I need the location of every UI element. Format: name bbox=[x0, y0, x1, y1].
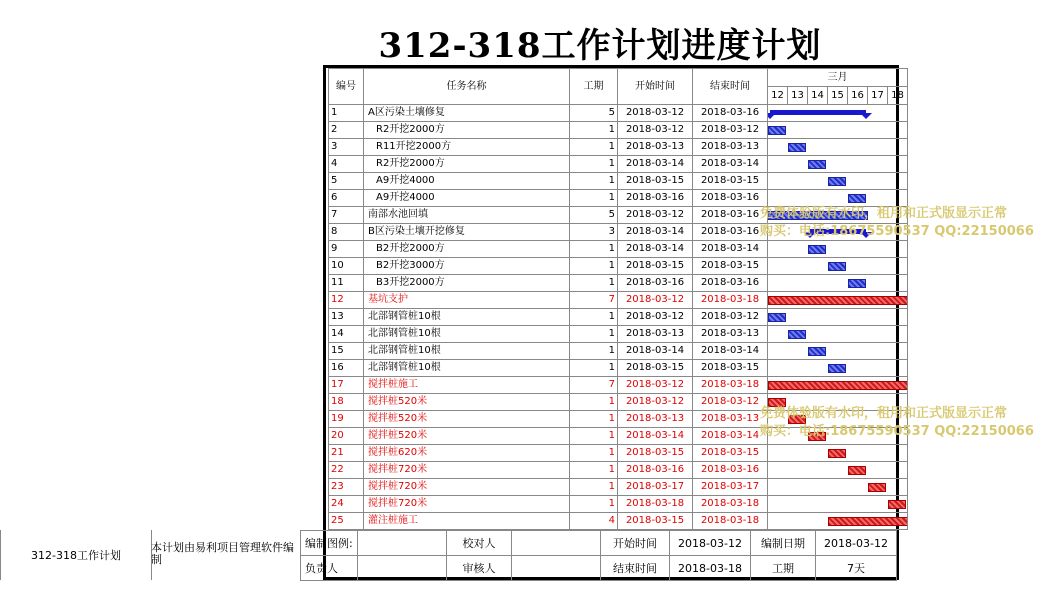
task-end: 2018-03-13 bbox=[693, 326, 768, 343]
task-bar-critical bbox=[768, 296, 908, 305]
task-number: 11 bbox=[329, 275, 364, 292]
task-duration: 1 bbox=[570, 462, 618, 479]
task-number: 19 bbox=[329, 411, 364, 428]
task-bar bbox=[788, 143, 806, 152]
task-number: 13 bbox=[329, 309, 364, 326]
gantt-cell bbox=[768, 343, 908, 360]
task-duration: 4 bbox=[570, 513, 618, 530]
gantt-cell bbox=[768, 139, 908, 156]
task-bar bbox=[828, 262, 846, 271]
gantt-cell bbox=[768, 326, 908, 343]
task-duration: 1 bbox=[570, 394, 618, 411]
table-row bbox=[329, 105, 908, 122]
reviewer-value bbox=[512, 556, 601, 581]
task-name: 搅拌桩720米 bbox=[364, 496, 570, 513]
watermark-line2: 购买：电话:18675590537 QQ:22150066 bbox=[760, 224, 1034, 239]
task-bar bbox=[768, 313, 786, 322]
task-name: 搅拌桩720米 bbox=[364, 479, 570, 496]
task-duration: 7 bbox=[570, 377, 618, 394]
task-number: 8 bbox=[329, 224, 364, 241]
header-row bbox=[329, 69, 908, 105]
table-row bbox=[329, 156, 908, 173]
task-end: 2018-03-16 bbox=[693, 224, 768, 241]
date-value: 2018-03-12 bbox=[816, 531, 897, 556]
task-number: 1 bbox=[329, 105, 364, 122]
task-bar-critical bbox=[848, 466, 866, 475]
task-number: 5 bbox=[329, 173, 364, 190]
task-duration: 1 bbox=[570, 275, 618, 292]
task-start: 2018-03-14 bbox=[618, 343, 693, 360]
task-number: 12 bbox=[329, 292, 364, 309]
legend-label: 编制图例: bbox=[301, 531, 358, 556]
task-end: 2018-03-13 bbox=[693, 411, 768, 428]
table-row bbox=[329, 496, 908, 513]
task-name: 搅拌桩720米 bbox=[364, 462, 570, 479]
task-end: 2018-03-18 bbox=[693, 377, 768, 394]
table-row bbox=[329, 258, 908, 275]
task-duration: 5 bbox=[570, 207, 618, 224]
watermark-line2-b: 购买：电话:18675590537 QQ:22150066 bbox=[760, 424, 1034, 439]
task-start: 2018-03-14 bbox=[618, 241, 693, 258]
task-end: 2018-03-14 bbox=[693, 241, 768, 258]
task-bar bbox=[808, 245, 826, 254]
checker-label: 校对人 bbox=[447, 531, 512, 556]
month-label: 三月 bbox=[768, 69, 907, 87]
task-name: 北部钢管桩10根 bbox=[364, 326, 570, 343]
task-duration: 1 bbox=[570, 122, 618, 139]
gantt-cell bbox=[768, 462, 908, 479]
task-end: 2018-03-12 bbox=[693, 309, 768, 326]
table-row bbox=[329, 462, 908, 479]
task-number: 7 bbox=[329, 207, 364, 224]
day-header-17: 17 bbox=[868, 87, 888, 104]
gantt-cell bbox=[768, 292, 908, 309]
task-duration: 1 bbox=[570, 411, 618, 428]
task-end: 2018-03-16 bbox=[693, 105, 768, 122]
task-end: 2018-03-16 bbox=[693, 275, 768, 292]
task-number: 20 bbox=[329, 428, 364, 445]
task-name: B2开挖2000方 bbox=[364, 241, 570, 258]
task-start: 2018-03-13 bbox=[618, 139, 693, 156]
task-name: 搅拌桩520米 bbox=[364, 428, 570, 445]
day-header-12: 12 bbox=[768, 87, 788, 104]
task-name: 南部水池回填 bbox=[364, 207, 570, 224]
task-number: 6 bbox=[329, 190, 364, 207]
watermark-line1: 免费体验版有水印，租用和正式版显示正常 bbox=[760, 206, 1008, 221]
gantt-cell bbox=[768, 377, 908, 394]
day-header-13: 13 bbox=[788, 87, 808, 104]
task-start: 2018-03-12 bbox=[618, 394, 693, 411]
task-bar-critical bbox=[768, 381, 908, 390]
task-start: 2018-03-12 bbox=[618, 105, 693, 122]
project-name: 312-318工作计划 bbox=[0, 530, 152, 580]
task-start: 2018-03-14 bbox=[618, 156, 693, 173]
task-start: 2018-03-17 bbox=[618, 479, 693, 496]
task-start: 2018-03-15 bbox=[618, 258, 693, 275]
task-duration: 1 bbox=[570, 139, 618, 156]
task-end: 2018-03-14 bbox=[693, 156, 768, 173]
task-name: 搅拌桩520米 bbox=[364, 411, 570, 428]
task-name: B2开挖3000方 bbox=[364, 258, 570, 275]
task-name: R2开挖2000方 bbox=[364, 156, 570, 173]
task-start: 2018-03-16 bbox=[618, 190, 693, 207]
task-bar bbox=[828, 364, 846, 373]
task-duration: 1 bbox=[570, 343, 618, 360]
gantt-cell bbox=[768, 513, 908, 530]
task-number: 15 bbox=[329, 343, 364, 360]
gantt-cell bbox=[768, 258, 908, 275]
table-row bbox=[329, 139, 908, 156]
checker-value bbox=[512, 531, 601, 556]
task-end: 2018-03-13 bbox=[693, 139, 768, 156]
duration-value: 7天 bbox=[816, 556, 897, 581]
software-note: 本计划由易利项目管理软件编制 bbox=[151, 541, 294, 566]
task-end: 2018-03-18 bbox=[693, 496, 768, 513]
task-bar bbox=[808, 347, 826, 356]
table-row bbox=[329, 326, 908, 343]
gantt-cell bbox=[768, 156, 908, 173]
task-name: B区污染土壤开挖修复 bbox=[364, 224, 570, 241]
task-end: 2018-03-15 bbox=[693, 173, 768, 190]
table-row bbox=[329, 241, 908, 258]
table-row bbox=[329, 173, 908, 190]
task-end: 2018-03-16 bbox=[693, 190, 768, 207]
task-name: A9开挖4000 bbox=[364, 173, 570, 190]
task-number: 18 bbox=[329, 394, 364, 411]
task-start: 2018-03-14 bbox=[618, 224, 693, 241]
task-start: 2018-03-13 bbox=[618, 326, 693, 343]
task-start: 2018-03-12 bbox=[618, 292, 693, 309]
task-duration: 1 bbox=[570, 445, 618, 462]
task-name: 搅拌桩620米 bbox=[364, 445, 570, 462]
task-duration: 1 bbox=[570, 428, 618, 445]
task-end: 2018-03-18 bbox=[693, 513, 768, 530]
header-num: 编号 bbox=[329, 69, 364, 105]
footer-left bbox=[0, 530, 300, 580]
task-start: 2018-03-15 bbox=[618, 360, 693, 377]
task-start: 2018-03-12 bbox=[618, 309, 693, 326]
task-start: 2018-03-15 bbox=[618, 513, 693, 530]
task-number: 22 bbox=[329, 462, 364, 479]
page-title: 312-318工作计划进度计划 bbox=[378, 26, 822, 66]
table-row bbox=[329, 377, 908, 394]
task-end: 2018-03-16 bbox=[693, 207, 768, 224]
task-duration: 1 bbox=[570, 496, 618, 513]
task-number: 3 bbox=[329, 139, 364, 156]
task-start: 2018-03-12 bbox=[618, 207, 693, 224]
legend-cell bbox=[358, 531, 447, 556]
task-duration: 5 bbox=[570, 105, 618, 122]
task-number: 16 bbox=[329, 360, 364, 377]
day-header-15: 15 bbox=[828, 87, 848, 104]
end-value: 2018-03-18 bbox=[670, 556, 751, 581]
task-number: 21 bbox=[329, 445, 364, 462]
header-end: 结束时间 bbox=[693, 69, 768, 105]
task-end: 2018-03-14 bbox=[693, 428, 768, 445]
task-duration: 1 bbox=[570, 156, 618, 173]
task-duration: 7 bbox=[570, 292, 618, 309]
gantt-cell bbox=[768, 173, 908, 190]
task-start: 2018-03-15 bbox=[618, 173, 693, 190]
task-end: 2018-03-16 bbox=[693, 462, 768, 479]
task-end: 2018-03-12 bbox=[693, 394, 768, 411]
table-row bbox=[329, 445, 908, 462]
task-start: 2018-03-16 bbox=[618, 275, 693, 292]
task-end: 2018-03-12 bbox=[693, 122, 768, 139]
table-row bbox=[329, 343, 908, 360]
table-row bbox=[329, 479, 908, 496]
gantt-cell bbox=[768, 275, 908, 292]
task-bar-critical bbox=[868, 483, 886, 492]
start-label: 开始时间 bbox=[601, 531, 670, 556]
task-duration: 1 bbox=[570, 258, 618, 275]
task-end: 2018-03-17 bbox=[693, 479, 768, 496]
day-header-18: 18 bbox=[888, 87, 908, 104]
task-duration: 1 bbox=[570, 360, 618, 377]
task-start: 2018-03-15 bbox=[618, 445, 693, 462]
task-number: 24 bbox=[329, 496, 364, 513]
task-number: 14 bbox=[329, 326, 364, 343]
header-name: 任务名称 bbox=[364, 69, 570, 105]
task-name: 灌注桩施工 bbox=[364, 513, 570, 530]
task-name: B3开挖2000方 bbox=[364, 275, 570, 292]
header-duration: 工期 bbox=[570, 69, 618, 105]
table-row bbox=[329, 275, 908, 292]
gantt-cell bbox=[768, 241, 908, 258]
gantt-cell bbox=[768, 309, 908, 326]
task-duration: 1 bbox=[570, 479, 618, 496]
task-name: R2开挖2000方 bbox=[364, 122, 570, 139]
task-number: 17 bbox=[329, 377, 364, 394]
task-name: 基坑支护 bbox=[364, 292, 570, 309]
task-start: 2018-03-12 bbox=[618, 122, 693, 139]
task-name: 搅拌桩520米 bbox=[364, 394, 570, 411]
schedule-table bbox=[328, 68, 908, 530]
date-label: 编制日期 bbox=[751, 531, 816, 556]
table-row bbox=[329, 513, 908, 530]
task-number: 10 bbox=[329, 258, 364, 275]
task-duration: 1 bbox=[570, 309, 618, 326]
gantt-header bbox=[768, 69, 908, 105]
task-start: 2018-03-12 bbox=[618, 377, 693, 394]
table-row bbox=[329, 122, 908, 139]
task-name: 北部钢管桩10根 bbox=[364, 343, 570, 360]
task-name: 北部钢管桩10根 bbox=[364, 309, 570, 326]
gantt-cell bbox=[768, 360, 908, 377]
task-end: 2018-03-15 bbox=[693, 360, 768, 377]
task-duration: 3 bbox=[570, 224, 618, 241]
task-end: 2018-03-15 bbox=[693, 258, 768, 275]
task-duration: 1 bbox=[570, 326, 618, 343]
footer-table bbox=[300, 530, 897, 581]
task-number: 25 bbox=[329, 513, 364, 530]
task-bar bbox=[848, 279, 866, 288]
gantt-cell bbox=[768, 479, 908, 496]
task-name: A9开挖4000 bbox=[364, 190, 570, 207]
gantt-cell bbox=[768, 105, 908, 122]
task-duration: 1 bbox=[570, 190, 618, 207]
gantt-cell bbox=[768, 122, 908, 139]
task-number: 4 bbox=[329, 156, 364, 173]
header-start: 开始时间 bbox=[618, 69, 693, 105]
task-number: 9 bbox=[329, 241, 364, 258]
table-row bbox=[329, 309, 908, 326]
task-name: 北部钢管桩10根 bbox=[364, 360, 570, 377]
task-bar-critical bbox=[828, 517, 908, 526]
table-row bbox=[329, 292, 908, 309]
task-number: 2 bbox=[329, 122, 364, 139]
task-end: 2018-03-15 bbox=[693, 445, 768, 462]
task-name: A区污染土壤修复 bbox=[364, 105, 570, 122]
task-duration: 1 bbox=[570, 241, 618, 258]
owner-label: 负责人 bbox=[301, 556, 358, 581]
gantt-cell bbox=[768, 496, 908, 513]
duration-label: 工期 bbox=[751, 556, 816, 581]
day-header-16: 16 bbox=[848, 87, 868, 104]
start-value: 2018-03-12 bbox=[670, 531, 751, 556]
owner-value bbox=[358, 556, 447, 581]
task-bar bbox=[828, 177, 846, 186]
task-end: 2018-03-18 bbox=[693, 292, 768, 309]
task-number: 23 bbox=[329, 479, 364, 496]
table-row bbox=[329, 360, 908, 377]
task-start: 2018-03-14 bbox=[618, 428, 693, 445]
task-bar-critical bbox=[828, 449, 846, 458]
watermark-line1-b: 免费体验版有水印，租用和正式版显示正常 bbox=[760, 406, 1008, 421]
task-duration: 1 bbox=[570, 173, 618, 190]
reviewer-label: 审核人 bbox=[447, 556, 512, 581]
task-name: R11开挖2000方 bbox=[364, 139, 570, 156]
summary-bar bbox=[770, 110, 866, 115]
task-name: 搅拌桩施工 bbox=[364, 377, 570, 394]
task-bar bbox=[808, 160, 826, 169]
task-end: 2018-03-14 bbox=[693, 343, 768, 360]
task-bar bbox=[768, 126, 786, 135]
task-start: 2018-03-16 bbox=[618, 462, 693, 479]
task-bar-critical bbox=[888, 500, 906, 509]
day-header-14: 14 bbox=[808, 87, 828, 104]
end-label: 结束时间 bbox=[601, 556, 670, 581]
task-start: 2018-03-13 bbox=[618, 411, 693, 428]
task-bar bbox=[788, 330, 806, 339]
task-start: 2018-03-18 bbox=[618, 496, 693, 513]
gantt-cell bbox=[768, 445, 908, 462]
